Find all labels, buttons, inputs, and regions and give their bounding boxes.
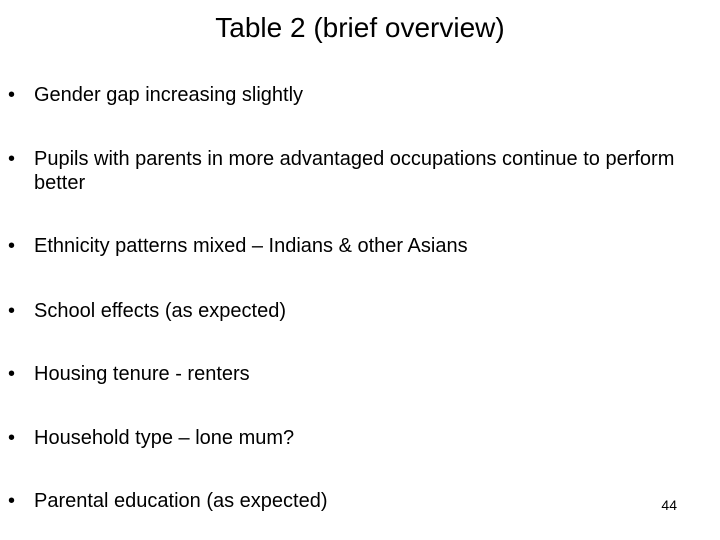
bullet-item <box>0 147 700 195</box>
bullet-text: School effects (as expected) <box>34 300 286 322</box>
bullet-item <box>0 299 700 323</box>
bullet-text: Housing tenure - renters <box>34 363 250 385</box>
bullet-marker: • <box>8 490 16 512</box>
bullet-item <box>0 83 700 107</box>
bullet-marker: • <box>8 300 16 322</box>
bullet-item <box>0 234 700 258</box>
bullet-marker: • <box>8 363 16 385</box>
bullet-marker: • <box>8 235 16 257</box>
bullet-text: Gender gap increasing slightly <box>34 84 304 106</box>
bullet-item <box>0 489 700 513</box>
slide-number: 44 <box>661 497 677 513</box>
bullet-text: Ethnicity patterns mixed – Indians & other Asians <box>34 235 468 257</box>
bullet-text: Parental education (as expected) <box>34 490 328 512</box>
bullet-item <box>0 426 700 450</box>
slide-title: Table 2 (brief overview) <box>215 12 505 43</box>
bullet-item <box>0 362 700 386</box>
bullet-marker: • <box>8 427 16 449</box>
bullet-marker: • <box>8 84 16 106</box>
bullet-text: Pupils with parents in more advantaged occupations continue to perform better <box>34 148 675 194</box>
bullet-text: Household type – lone mum? <box>34 427 295 449</box>
bullet-marker: • <box>8 148 16 170</box>
